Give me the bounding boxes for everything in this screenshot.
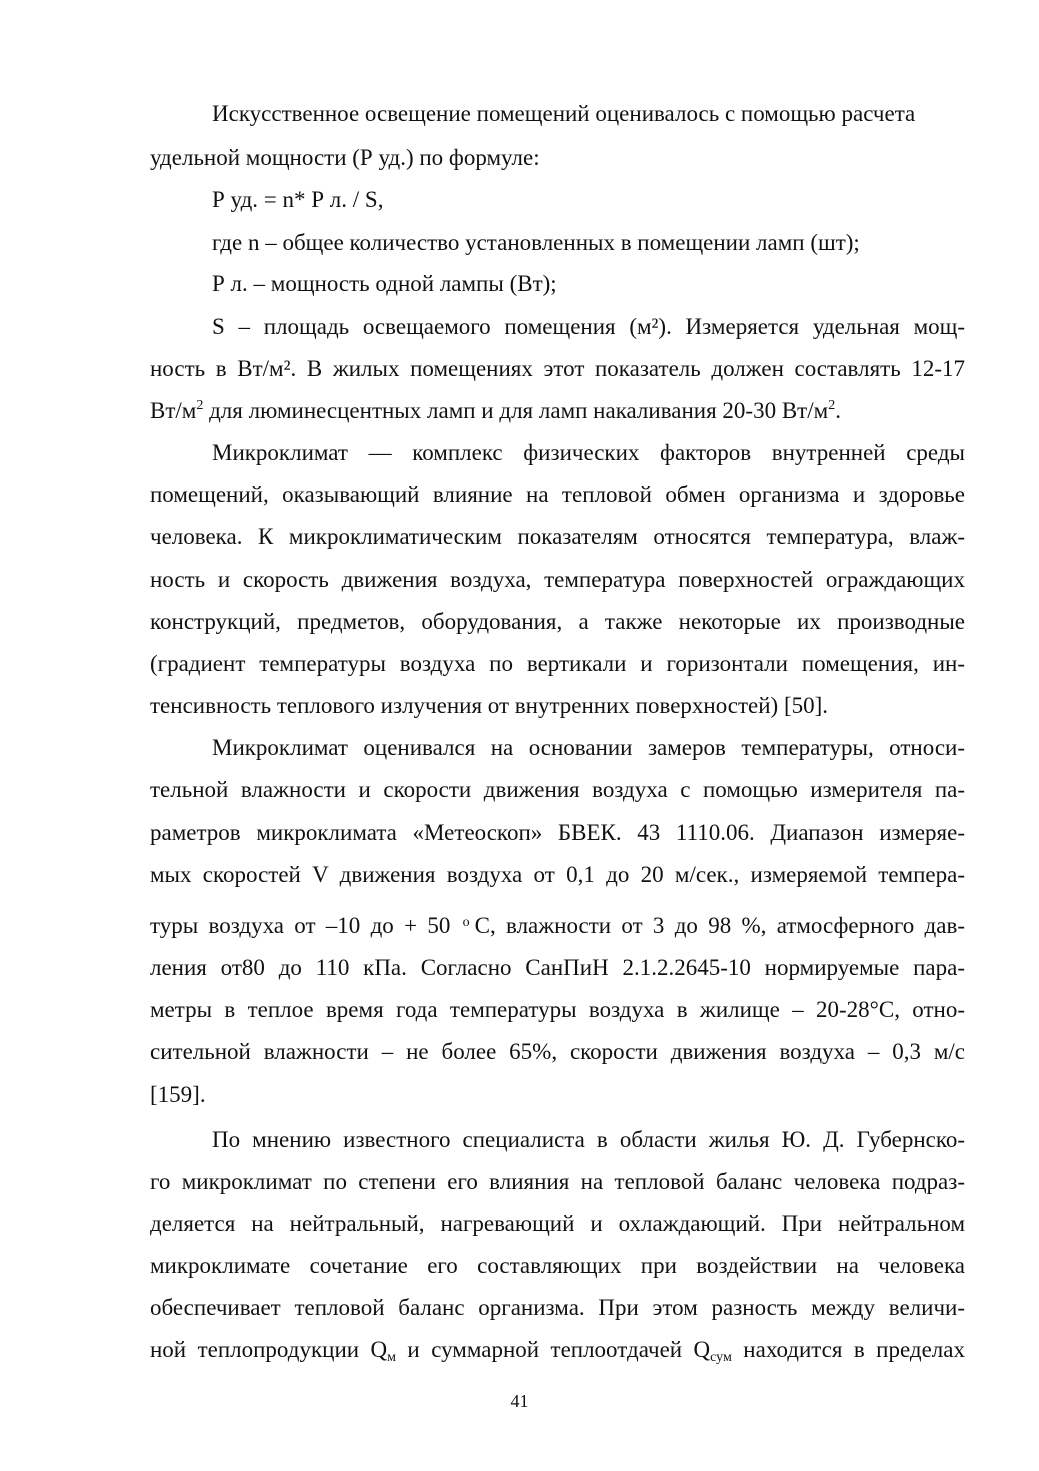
text-line: обеспечивает тепловой баланс организма. При этом разность между величи-: [150, 1295, 965, 1320]
text-fragment: .: [835, 398, 841, 423]
text-line: [150, 911, 965, 941]
text-fragment: и суммарной теплоотдачей Q: [395, 1337, 711, 1362]
formula-line: Р уд. = n* Р л. / S,: [212, 187, 384, 212]
text-line: ность и скорость движения воздуха, температура поверхностей ограждающих: [150, 567, 965, 592]
text-line: [150, 396, 965, 426]
text-line: Р л. – мощность одной лампы (Вт);: [212, 271, 557, 296]
degree-symbol: о: [462, 915, 470, 930]
text-line: помещений, оказывающий влияние на тепловой обмен организма и здоровье: [150, 482, 965, 507]
text-line: (градиент температуры воздуха по вертикали и горизонтали помещения, ин-: [150, 651, 965, 676]
text-line: тельной влажности и скорости движения воздуха с помощью измерителя па-: [150, 777, 965, 802]
subscript: сум: [710, 1350, 732, 1365]
superscript: 2: [828, 398, 836, 413]
text-line: ления от80 до 110 кПа. Согласно СанПиН 2.1.2.2645-10 нормируемые пара-: [150, 955, 965, 980]
text-line: S – площадь освещаемого помещения (м²). Измеряется удельная мощ-: [212, 314, 965, 339]
text-line: Искусственное освещение помещений оценивалось с помощью расчета: [212, 101, 916, 126]
text-line: [150, 1335, 965, 1365]
text-line: где n – общее количество установленных в помещении ламп (шт);: [212, 230, 860, 255]
text-fragment: С, влажности от 3 до 98 %, атмосферного дав-: [474, 913, 965, 938]
text-line: конструкций, предметов, оборудования, а также некоторые их производные: [150, 609, 965, 634]
text-line: человека. К микроклиматическим показателям относятся температура, влаж-: [150, 524, 965, 549]
text-fragment: находится в пределах: [731, 1337, 965, 1362]
text-line: раметров микроклимата «Метеоскоп» БВЕК. 43 1110.06. Диапазон измеряе-: [150, 820, 965, 845]
text-line: [159].: [150, 1082, 206, 1107]
text-line: го микроклимат по степени его влияния на тепловой баланс человека подраз-: [150, 1169, 965, 1194]
text-line: ность в Вт/м². В жилых помещениях этот показатель должен составлять 12-17: [150, 356, 965, 381]
text-line: мых скоростей V движения воздуха от 0,1 до 20 м/сек., измеряемой темпера-: [150, 862, 965, 887]
text-line: метры в теплое время года температуры воздуха в жилище – 20-28°С, отно-: [150, 997, 965, 1022]
text-fragment: для люминесцентных ламп и для ламп накаливания 20-30 Вт/м: [203, 398, 829, 423]
text-line: микроклимате сочетание его составляющих при воздействии на человека: [150, 1253, 965, 1278]
text-line: Микроклимат оценивался на основании замеров температуры, относи-: [212, 735, 965, 760]
text-line: Микроклимат — комплекс физических факторов внутренней среды: [212, 440, 965, 465]
text-line: тенсивность теплового излучения от внутренних поверхностей) [50].: [150, 693, 829, 718]
text-fragment: туры воздуха от –10 до + 50: [150, 913, 461, 938]
text-line: деляется на нейтральный, нагревающий и охлаждающий. При нейтральном: [150, 1211, 965, 1236]
subscript: м: [387, 1350, 396, 1365]
superscript: 2: [196, 398, 204, 413]
text-fragment: ной теплопродукции Q: [150, 1337, 388, 1362]
text-fragment: Вт/м: [150, 398, 197, 423]
text-line: удельной мощности (Р уд.) по формуле:: [150, 145, 540, 170]
text-line: По мнению известного специалиста в области жилья Ю. Д. Губернско-: [212, 1127, 965, 1152]
page-number: 41: [510, 1391, 529, 1411]
text-line: сительной влажности – не более 65%, скорости движения воздуха – 0,3 м/с: [150, 1039, 965, 1064]
